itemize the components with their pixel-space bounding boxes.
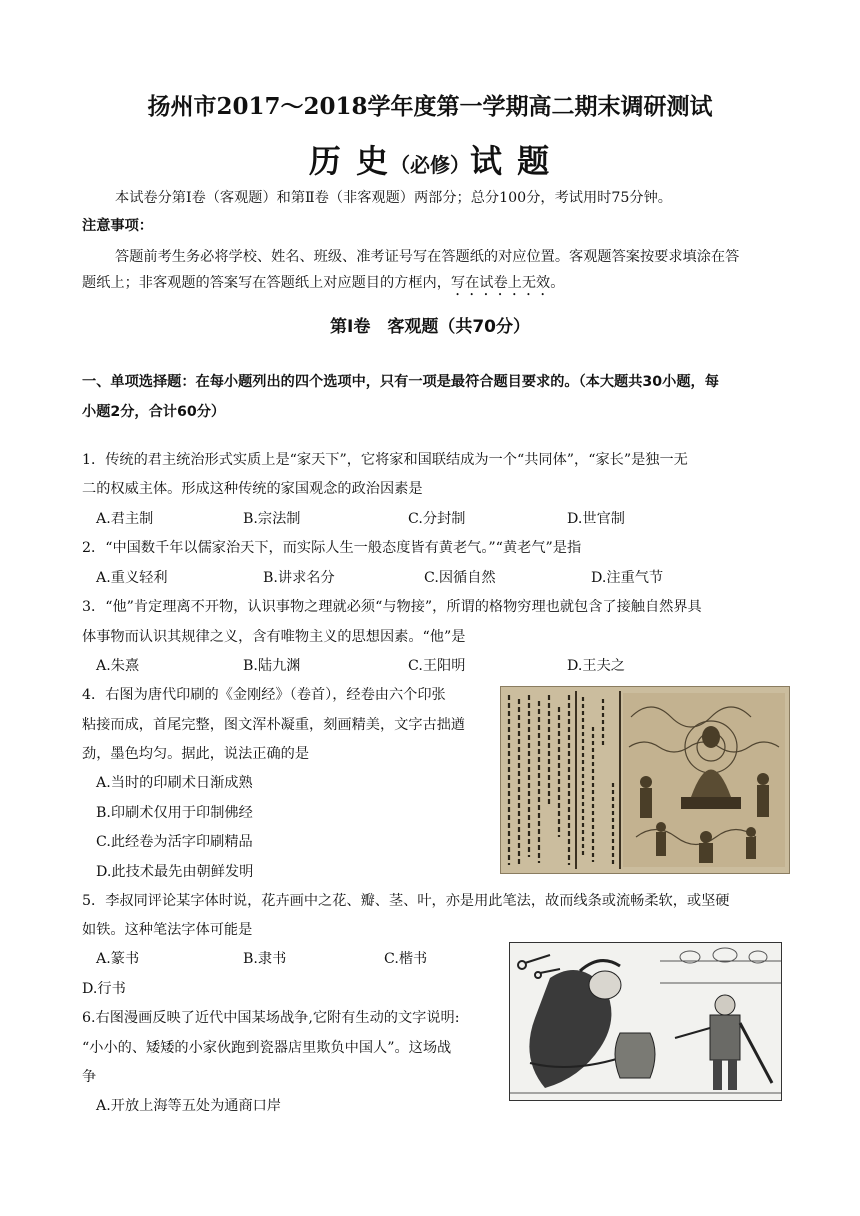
q2-option-c: C.因循自然 [424,570,496,586]
q1-line-1: 1．传统的君主统治形式实质上是“家天下”，它将家和国联结成为一个“共同体”，“家长”是独一无 [82,452,688,468]
instruction-line-1: 一、单项选择题：在每小题列出的四个选项中，只有一项是最符合题目要求的。（本大题共30小题，每 [82,374,719,390]
notes-line-2-prefix: 题纸上；非客观题的答案写在答题纸上对应题目的方框内， [82,275,451,291]
q2-option-b: B.讲求名分 [263,570,335,586]
exam-title: 扬州市2017～2018学年度第一学期高二期末调研测试 [147,93,713,120]
q4-line-1: 4．右图为唐代印刷的《金刚经》（卷首），经卷由六个印张 [82,687,446,703]
q1-option-c: C.分封制 [408,511,466,527]
subject-tail: 试 题 [470,142,552,180]
q3-option-b: B.陆九渊 [243,658,301,674]
q5-line-2: 如铁。这种笔法字体可能是 [82,922,253,938]
notes-line-1: 答题前考生务必将学校、姓名、班级、准考证号写在答题纸的对应位置。客观题答案按要求填涂在答 [115,249,740,265]
intro-text: 本试卷分第Ⅰ卷（客观题）和第Ⅱ卷（非客观题）两部分；总分100分，考试用时75分钟。 [115,190,672,206]
q1-option-a: A.君主制 [96,511,154,527]
q4-option-b: B.印刷术仅用于印制佛经 [96,805,253,821]
q4-option-c: C.此经卷为活字印刷精品 [96,834,253,850]
q4-line-3: 劲，墨色均匀。据此，说法正确的是 [82,746,310,762]
q3-line-2: 体事物而认识其规律之义，含有唯物主义的思想因素。“他”是 [82,629,466,645]
q2-option-d: D.注重气节 [591,570,664,586]
q3-option-c: C.王阳明 [408,658,466,674]
subject-main: 历 史 [308,142,390,180]
q3-option-a: A.朱熹 [96,658,140,674]
q5-option-d: D.行书 [82,981,126,997]
q5-option-b: B.隶书 [243,951,287,967]
q3-line-1: 3．“他”肯定理离不开物，认识事物之理就必须“与物接”，所谓的格物穷理也就包含了接触自然界具 [82,599,702,615]
q5-option-c: C.楷书 [384,951,428,967]
q6-line-2: “小小的、矮矮的小家伙跑到瓷器店里欺负中国人”。这场战 [82,1040,452,1056]
notes-line-2-emphasis: 写在试卷上无效 [450,275,551,291]
q6-line-1: 6.右图漫画反映了近代中国某场战争,它附有生动的文字说明: [82,1010,460,1026]
notes-line-2 [82,272,564,299]
q3-option-d: D.王夫之 [567,658,625,674]
subject-title [0,136,860,182]
q4-option-a: A.当时的印刷术日渐成熟 [96,775,253,791]
section-title: 第Ⅰ卷 客观题（共70分） [330,317,530,337]
instruction-line-2: 小题2分，合计60分） [82,404,226,420]
q2-line-1: 2．“中国数千年以儒家治天下，而实际人生一般态度皆有黄老气。”“黄老气”是指 [82,540,582,556]
q1-line-2: 二的权威主体。形成这种传统的家国观念的政治因素是 [82,481,423,497]
q4-option-d: D.此技术最先由朝鲜发明 [96,864,254,880]
q6-line-3: 争 [82,1069,97,1085]
q5-line-1: 5．李叔同评论某字体时说，花卉画中之花、瓣、茎、叶，亦是用此笔法，故而线条或流畅柔软，或坚硬 [82,893,730,909]
subject-paren: （必修） [390,153,470,177]
q1-option-d: D.世官制 [567,511,625,527]
sutra-illustration [501,687,789,873]
notes-line-2-end: 。 [550,275,565,291]
q6-option-a: A.开放上海等五处为通商口岸 [96,1098,282,1114]
q5-option-a: A.篆书 [96,951,140,967]
q2-option-a: A.重义轻利 [96,570,168,586]
war-cartoon-image [509,942,782,1101]
cartoon-illustration [510,943,781,1100]
notes-heading: 注意事项： [82,218,153,234]
q1-option-b: B.宗法制 [243,511,301,527]
diamond-sutra-image [500,686,790,874]
q4-line-2: 粘接而成，首尾完整，图文浑朴凝重，刻画精美，文字古拙遒 [82,717,466,733]
